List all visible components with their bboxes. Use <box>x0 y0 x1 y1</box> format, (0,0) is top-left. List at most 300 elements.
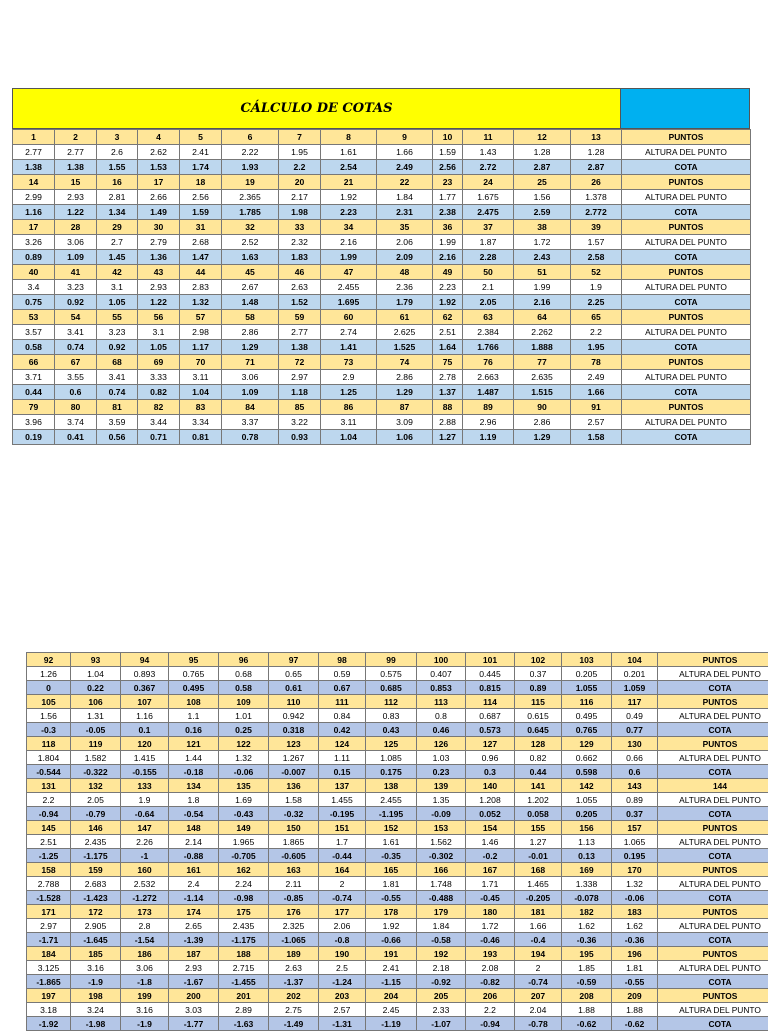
altura-cell: 0.49 <box>612 709 658 723</box>
row-label-cota: COTA <box>622 430 751 445</box>
altura-cell: 1.31 <box>71 709 121 723</box>
cota-cell: 2.25 <box>571 295 622 310</box>
cota-cell: -0.79 <box>71 807 121 821</box>
cota-cell: 1.98 <box>279 205 321 220</box>
cota-cell: 2.54 <box>321 160 377 175</box>
altura-cell: 2.26 <box>121 835 169 849</box>
row-label-altura: ALTURA DEL PUNTO <box>622 370 751 385</box>
cota-cell: 1.92 <box>433 295 463 310</box>
cota-cell: 0.77 <box>612 723 658 737</box>
cota-cell: -1.37 <box>269 975 319 989</box>
cota-cell: 1.05 <box>97 295 138 310</box>
altura-cell: 1.065 <box>612 835 658 849</box>
altura-cell: 1.88 <box>562 1003 612 1017</box>
puntos-cell: 63 <box>463 310 514 325</box>
altura-cell: 2.77 <box>55 145 97 160</box>
cota-cell: 0.19 <box>13 430 55 445</box>
row-label-altura: ALTURA DEL PUNTO <box>658 919 768 933</box>
puntos-cell: 160 <box>121 863 169 877</box>
cota-cell: -1.065 <box>269 933 319 947</box>
altura-cell: 0.96 <box>466 751 515 765</box>
altura-cell: 2.51 <box>27 835 71 849</box>
cota-cell: 0.645 <box>515 723 562 737</box>
altura-cell: 2.62 <box>138 145 180 160</box>
altura-cell: 1.81 <box>366 877 417 891</box>
puntos-cell: 142 <box>562 779 612 793</box>
row-label-altura: ALTURA DEL PUNTO <box>658 1003 768 1017</box>
puntos-cell: 154 <box>466 821 515 835</box>
cota-cell: -0.3 <box>27 723 71 737</box>
cota-cell: 1.27 <box>433 430 463 445</box>
altura-cell: 2.435 <box>219 919 269 933</box>
altura-cell: 0.765 <box>169 667 219 681</box>
altura-cell: 3.41 <box>55 325 97 340</box>
cota-cell: -1.07 <box>417 1017 466 1031</box>
altura-cell: 1.562 <box>417 835 466 849</box>
cota-cell: 1.38 <box>13 160 55 175</box>
table-row-cota <box>27 681 768 695</box>
table-row-puntos <box>13 310 751 325</box>
cota-cell: 1.83 <box>279 250 321 265</box>
puntos-cell: 190 <box>319 947 366 961</box>
altura-cell: 2.435 <box>71 835 121 849</box>
puntos-cell: 157 <box>612 821 658 835</box>
puntos-cell: 23 <box>433 175 463 190</box>
puntos-cell: 205 <box>417 989 466 1003</box>
cota-cell: -0.06 <box>612 891 658 905</box>
cota-cell: -1.645 <box>71 933 121 947</box>
puntos-cell: 111 <box>319 695 366 709</box>
puntos-cell: 143 <box>612 779 658 793</box>
altura-cell: 3.37 <box>222 415 279 430</box>
altura-cell: 1.13 <box>562 835 612 849</box>
cota-cell: 0.052 <box>466 807 515 821</box>
cota-cell: -1.865 <box>27 975 71 989</box>
table-row-puntos <box>27 653 768 667</box>
altura-cell: 1.92 <box>321 190 377 205</box>
cota-cell: 0.42 <box>319 723 366 737</box>
puntos-cell: 126 <box>417 737 466 751</box>
altura-cell: 0.201 <box>612 667 658 681</box>
puntos-cell: 145 <box>27 821 71 835</box>
puntos-cell: 50 <box>463 265 514 280</box>
puntos-cell: 25 <box>514 175 571 190</box>
cota-cell: 1.05 <box>138 340 180 355</box>
puntos-cell: 110 <box>269 695 319 709</box>
puntos-cell: 198 <box>71 989 121 1003</box>
cota-cell: 0.367 <box>121 681 169 695</box>
altura-cell: 2.81 <box>97 190 138 205</box>
puntos-cell: 112 <box>366 695 417 709</box>
cota-cell: -1.423 <box>71 891 121 905</box>
cota-cell: -1.9 <box>71 975 121 989</box>
cota-cell: -0.605 <box>269 849 319 863</box>
altura-cell: 2.683 <box>71 877 121 891</box>
puntos-cell: 17 <box>138 175 180 190</box>
cota-cell: -0.88 <box>169 849 219 863</box>
cota-cell: -0.195 <box>319 807 366 821</box>
cota-cell: -0.09 <box>417 807 466 821</box>
altura-cell: 3.125 <box>27 961 71 975</box>
puntos-cell: 192 <box>417 947 466 961</box>
table-row-altura <box>13 415 751 430</box>
puntos-cell: 206 <box>466 989 515 1003</box>
cota-cell: 2.772 <box>571 205 622 220</box>
altura-cell: 1.92 <box>366 919 417 933</box>
altura-cell: 2.18 <box>417 961 466 975</box>
cota-cell: 0.56 <box>97 430 138 445</box>
altura-cell: 2.52 <box>222 235 279 250</box>
puntos-cell: 16 <box>97 175 138 190</box>
altura-cell: 1.35 <box>417 793 466 807</box>
altura-cell: 1.16 <box>121 709 169 723</box>
cota-cell: -0.58 <box>417 933 466 947</box>
altura-cell: 1.32 <box>219 751 269 765</box>
altura-cell: 2.625 <box>377 325 433 340</box>
altura-cell: 1.58 <box>269 793 319 807</box>
altura-cell: 3.11 <box>180 370 222 385</box>
table-row-cota <box>13 250 751 265</box>
table-row-cota <box>27 933 768 947</box>
cota-cell: -0.62 <box>562 1017 612 1031</box>
table-row-puntos <box>13 400 751 415</box>
cota-cell: -0.45 <box>466 891 515 905</box>
cota-cell: 1.515 <box>514 385 571 400</box>
altura-cell: 1.95 <box>279 145 321 160</box>
cota-cell: -0.05 <box>71 723 121 737</box>
puntos-cell: 49 <box>433 265 463 280</box>
altura-cell: 3.1 <box>138 325 180 340</box>
cota-cell: 1.47 <box>180 250 222 265</box>
table-row-altura <box>27 667 768 681</box>
cota-cell: -0.78 <box>515 1017 562 1031</box>
puntos-cell: 194 <box>515 947 562 961</box>
puntos-cell: 208 <box>562 989 612 1003</box>
altura-cell: 1.72 <box>466 919 515 933</box>
puntos-cell: 17 <box>13 220 55 235</box>
cota-cell: 1.29 <box>222 340 279 355</box>
cota-cell: 1.785 <box>222 205 279 220</box>
puntos-cell: 4 <box>138 130 180 145</box>
altura-cell: 2.45 <box>366 1003 417 1017</box>
cota-cell: 1.17 <box>180 340 222 355</box>
table-row-cota <box>27 765 768 779</box>
puntos-cell: 176 <box>269 905 319 919</box>
puntos-cell: 103 <box>562 653 612 667</box>
cota-cell: -0.46 <box>466 933 515 947</box>
table-row-puntos <box>27 821 768 835</box>
altura-cell: 0.84 <box>319 709 366 723</box>
altura-cell: 2 <box>515 961 562 975</box>
altura-cell: 1.9 <box>571 280 622 295</box>
puntos-cell: 98 <box>319 653 366 667</box>
cota-cell: -0.18 <box>169 765 219 779</box>
row-label-cota: COTA <box>622 385 751 400</box>
table-row-puntos <box>27 947 768 961</box>
puntos-cell: 85 <box>279 400 321 415</box>
altura-cell: 2.06 <box>319 919 366 933</box>
cota-cell: 0.44 <box>13 385 55 400</box>
row-label-altura: ALTURA DEL PUNTO <box>622 325 751 340</box>
cota-cell: -0.2 <box>466 849 515 863</box>
altura-cell: 2.93 <box>55 190 97 205</box>
cota-cell: -0.322 <box>71 765 121 779</box>
row-label-altura: ALTURA DEL PUNTO <box>658 709 768 723</box>
puntos-cell: 151 <box>319 821 366 835</box>
altura-cell: 2.788 <box>27 877 71 891</box>
altura-cell: 2.86 <box>222 325 279 340</box>
cota-cell: 0.685 <box>366 681 417 695</box>
puntos-cell: 105 <box>27 695 71 709</box>
puntos-cell: 45 <box>222 265 279 280</box>
cota-cell: 1.36 <box>138 250 180 265</box>
puntos-cell: 169 <box>562 863 612 877</box>
puntos-cell: 71 <box>222 355 279 370</box>
puntos-cell: 156 <box>562 821 612 835</box>
cota-cell: -1.49 <box>269 1017 319 1031</box>
puntos-cell: 51 <box>514 265 571 280</box>
altura-cell: 0.89 <box>612 793 658 807</box>
altura-cell: 3.03 <box>169 1003 219 1017</box>
altura-cell: 1.44 <box>169 751 219 765</box>
puntos-cell: 119 <box>71 737 121 751</box>
cota-cell: 0.058 <box>515 807 562 821</box>
puntos-cell: 196 <box>612 947 658 961</box>
table-row-cota <box>27 849 768 863</box>
altura-cell: 0.82 <box>515 751 562 765</box>
altura-cell: 2.455 <box>366 793 417 807</box>
cota-cell: 1.22 <box>55 205 97 220</box>
puntos-cell: 2 <box>55 130 97 145</box>
cota-cell: 1.525 <box>377 340 433 355</box>
altura-cell: 2.635 <box>514 370 571 385</box>
row-label-altura: ALTURA DEL PUNTO <box>658 667 768 681</box>
altura-cell: 3.1 <box>97 280 138 295</box>
title-row <box>12 88 750 129</box>
puntos-cell: 54 <box>55 310 97 325</box>
cota-cell: 2.16 <box>433 250 463 265</box>
altura-cell: 1.84 <box>417 919 466 933</box>
puntos-cell: 207 <box>515 989 562 1003</box>
cota-cell: -1.54 <box>121 933 169 947</box>
cota-cell: 1.52 <box>279 295 321 310</box>
altura-cell: 0.68 <box>219 667 269 681</box>
puntos-cell: 56 <box>138 310 180 325</box>
puntos-cell: 104 <box>612 653 658 667</box>
row-label-cota: COTA <box>622 250 751 265</box>
row-label-puntos: PUNTOS <box>658 653 768 667</box>
altura-cell: 1.9 <box>121 793 169 807</box>
row-label-altura: ALTURA DEL PUNTO <box>622 235 751 250</box>
cota-cell: 2.72 <box>463 160 514 175</box>
cota-cell: -0.92 <box>417 975 466 989</box>
altura-cell: 2.93 <box>169 961 219 975</box>
puntos-cell: 162 <box>219 863 269 877</box>
cota-cell: 1.41 <box>321 340 377 355</box>
cota-cell: -1.31 <box>319 1017 366 1031</box>
puntos-cell: 3 <box>97 130 138 145</box>
table-row-puntos <box>27 863 768 877</box>
altura-cell: 0.407 <box>417 667 466 681</box>
puntos-cell: 186 <box>121 947 169 961</box>
altura-cell: 2.05 <box>71 793 121 807</box>
cota-cell: -0.205 <box>515 891 562 905</box>
cota-cell: 2.58 <box>571 250 622 265</box>
altura-cell: 2.262 <box>514 325 571 340</box>
table-row-cota <box>27 891 768 905</box>
altura-cell: 2.77 <box>13 145 55 160</box>
cota-cell: 1.34 <box>97 205 138 220</box>
table-row-cota <box>13 430 751 445</box>
puntos-cell: 6 <box>222 130 279 145</box>
altura-cell: 0.893 <box>121 667 169 681</box>
puntos-cell: 20 <box>279 175 321 190</box>
altura-cell: 1.455 <box>319 793 366 807</box>
altura-cell: 2.99 <box>13 190 55 205</box>
altura-cell: 1.72 <box>514 235 571 250</box>
altura-cell: 3.06 <box>222 370 279 385</box>
cota-cell: -0.4 <box>515 933 562 947</box>
puntos-cell: 115 <box>515 695 562 709</box>
cota-cell: -0.55 <box>612 975 658 989</box>
altura-cell: 1.675 <box>463 190 514 205</box>
puntos-cell: 42 <box>97 265 138 280</box>
row-label-altura: ALTURA DEL PUNTO <box>658 961 768 975</box>
cota-cell: 1.09 <box>55 250 97 265</box>
row-label-cota: COTA <box>658 1017 768 1031</box>
puntos-cell: 128 <box>515 737 562 751</box>
altura-cell: 2.4 <box>169 877 219 891</box>
puntos-cell: 107 <box>121 695 169 709</box>
row-label-puntos: PUNTOS <box>622 220 751 235</box>
cota-cell: 2.31 <box>377 205 433 220</box>
cota-cell: 2.87 <box>571 160 622 175</box>
altura-cell: 3.33 <box>138 370 180 385</box>
puntos-cell: 191 <box>366 947 417 961</box>
puntos-cell: 48 <box>377 265 433 280</box>
table-row-altura <box>27 961 768 975</box>
altura-cell: 2.57 <box>319 1003 366 1017</box>
cotas-table-1 <box>12 129 751 445</box>
cota-cell: -1.24 <box>319 975 366 989</box>
puntos-cell: 74 <box>377 355 433 370</box>
puntos-cell: 172 <box>71 905 121 919</box>
cota-cell: 1.06 <box>377 430 433 445</box>
altura-cell: 2.04 <box>515 1003 562 1017</box>
altura-cell: 0.445 <box>466 667 515 681</box>
row-label-puntos: PUNTOS <box>622 265 751 280</box>
puntos-cell: 200 <box>169 989 219 1003</box>
altura-cell: 1.338 <box>562 877 612 891</box>
puntos-cell: 108 <box>169 695 219 709</box>
altura-cell: 0.687 <box>466 709 515 723</box>
table-row-puntos <box>27 695 768 709</box>
puntos-cell: 117 <box>612 695 658 709</box>
puntos-cell: 58 <box>222 310 279 325</box>
cota-cell: -0.007 <box>269 765 319 779</box>
puntos-cell: 62 <box>433 310 463 325</box>
altura-cell: 2.83 <box>180 280 222 295</box>
cota-cell: 1.55 <box>97 160 138 175</box>
altura-cell: 2.5 <box>319 961 366 975</box>
row-label-altura: ALTURA DEL PUNTO <box>622 190 751 205</box>
puntos-cell: 13 <box>571 130 622 145</box>
puntos-cell: 134 <box>169 779 219 793</box>
puntos-cell: 141 <box>515 779 562 793</box>
puntos-cell: 175 <box>219 905 269 919</box>
altura-cell: 2.79 <box>138 235 180 250</box>
table-row-cota <box>27 807 768 821</box>
cota-cell: 2.2 <box>279 160 321 175</box>
altura-cell: 2.6 <box>97 145 138 160</box>
cota-cell: 2.38 <box>433 205 463 220</box>
puntos-cell: 125 <box>366 737 417 751</box>
altura-cell: 1.66 <box>515 919 562 933</box>
altura-cell: 2.57 <box>571 415 622 430</box>
cota-cell: -0.74 <box>515 975 562 989</box>
altura-cell: 2.33 <box>417 1003 466 1017</box>
altura-cell: 2.86 <box>377 370 433 385</box>
cota-cell: 2.475 <box>463 205 514 220</box>
puntos-cell: 21 <box>321 175 377 190</box>
puntos-cell: 97 <box>269 653 319 667</box>
cota-cell: 2.87 <box>514 160 571 175</box>
cota-cell: 0.853 <box>417 681 466 695</box>
cota-cell: -1.71 <box>27 933 71 947</box>
table-row-altura <box>13 145 751 160</box>
puntos-cell: 150 <box>269 821 319 835</box>
cota-cell: 1.29 <box>377 385 433 400</box>
altura-cell: 1.59 <box>433 145 463 160</box>
cota-cell: -1.92 <box>27 1017 71 1031</box>
cota-cell: -1.98 <box>71 1017 121 1031</box>
puntos-cell: 24 <box>463 175 514 190</box>
table-row-altura <box>27 751 768 765</box>
cota-cell: 0.92 <box>97 340 138 355</box>
altura-cell: 2.96 <box>463 415 514 430</box>
row-label-puntos: 144 <box>658 779 768 793</box>
cota-cell: -0.36 <box>562 933 612 947</box>
puntos-cell: 40 <box>13 265 55 280</box>
cota-cell: 0.22 <box>71 681 121 695</box>
altura-cell: 2.17 <box>279 190 321 205</box>
altura-cell: 1.208 <box>466 793 515 807</box>
cota-cell: 1.53 <box>138 160 180 175</box>
cota-cell: -0.74 <box>319 891 366 905</box>
puntos-cell: 165 <box>366 863 417 877</box>
puntos-cell: 177 <box>319 905 366 919</box>
cota-cell: -0.82 <box>466 975 515 989</box>
puntos-cell: 178 <box>366 905 417 919</box>
table-row-altura <box>27 877 768 891</box>
puntos-cell: 123 <box>269 737 319 751</box>
puntos-cell: 35 <box>377 220 433 235</box>
puntos-cell: 195 <box>562 947 612 961</box>
cota-cell: -0.64 <box>121 807 169 821</box>
row-label-puntos: PUNTOS <box>658 695 768 709</box>
puntos-cell: 179 <box>417 905 466 919</box>
row-label-cota: COTA <box>622 205 751 220</box>
puntos-cell: 189 <box>269 947 319 961</box>
sheet-title: CÁLCULO DE COTAS <box>12 88 621 129</box>
cota-cell: 0.74 <box>55 340 97 355</box>
cota-cell: -0.302 <box>417 849 466 863</box>
puntos-cell: 163 <box>269 863 319 877</box>
puntos-cell: 15 <box>55 175 97 190</box>
altura-cell: 2.32 <box>279 235 321 250</box>
altura-cell: 1.965 <box>219 835 269 849</box>
puntos-cell: 94 <box>121 653 169 667</box>
